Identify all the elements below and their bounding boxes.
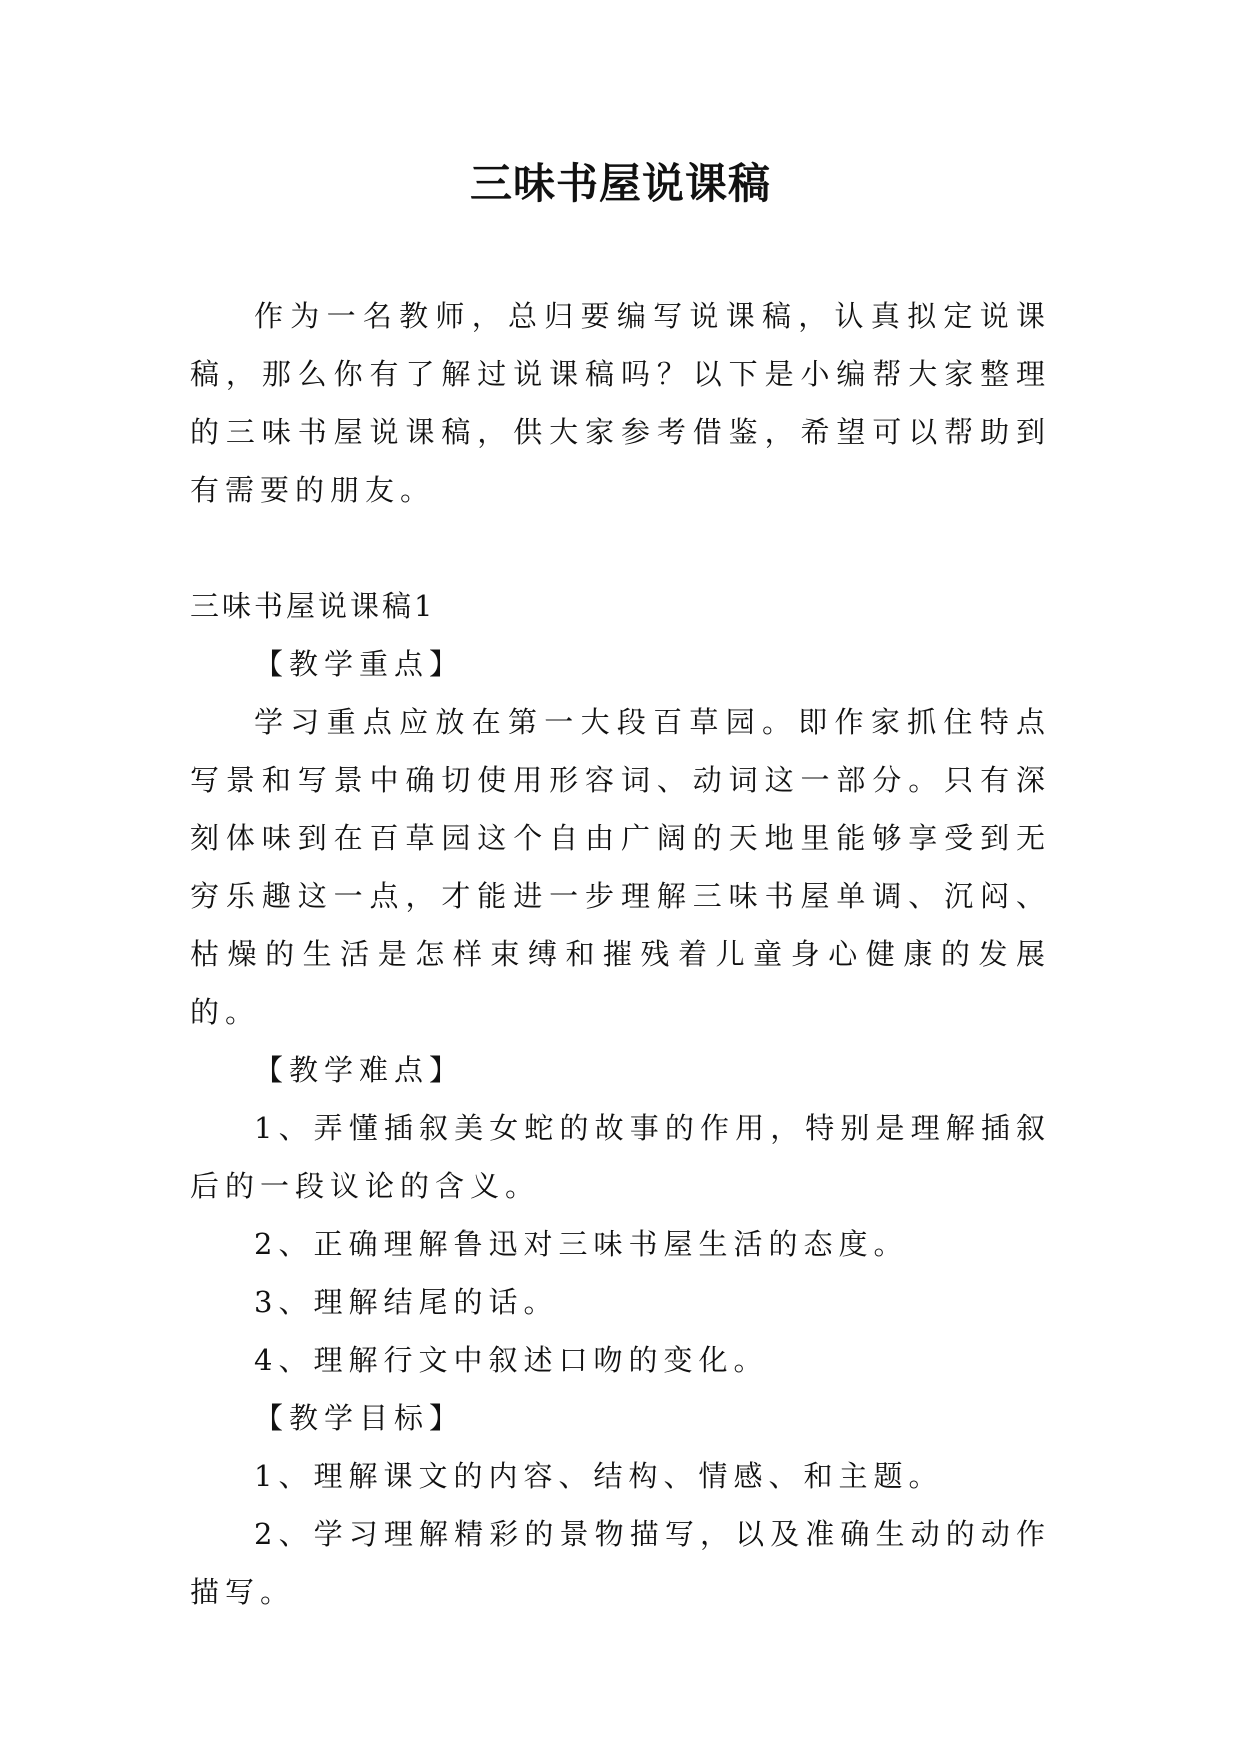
- difficulties-heading: 【教学难点】: [254, 1053, 465, 1087]
- difficulty-item-1: 1、弄懂插叙美女蛇的故事的作用，特别是理解插叙后的一段议论的含义。: [190, 1111, 1051, 1203]
- objective-item-2: 2、学习理解精彩的景物描写，以及准确生动的动作描写。: [190, 1517, 1051, 1609]
- key-points-text: 学习重点应放在第一大段百草园。即作家抓住特点写景和写景中确切使用形容词、动词这一部分。只有深刻体味到在百草园这个自由广阔的天地里能够享受到无穷乐趣这一点，才能进一步理解三味书屋单调、沉闷、枯燥的生活是怎样束缚和摧残着儿童身心健康的发展的。: [190, 705, 1051, 1029]
- paragraph-gap: [190, 519, 1051, 577]
- document-body: [190, 287, 1051, 1621]
- difficulty-item-4: 4、理解行文中叙述口吻的变化。: [254, 1343, 769, 1377]
- document-title: 三味书屋说课稿: [469, 159, 771, 208]
- key-points-heading: 【教学重点】: [254, 647, 465, 681]
- objectives-heading: 【教学目标】: [254, 1401, 465, 1435]
- difficulty-item-3: 3、理解结尾的话。: [254, 1285, 559, 1319]
- objective-item-1: 1、理解课文的内容、结构、情感、和主题。: [254, 1459, 944, 1493]
- intro-paragraph: 作为一名教师，总归要编写说课稿，认真拟定说课稿，那么你有了解过说课稿吗？以下是小编帮大家整理的三味书屋说课稿，供大家参考借鉴，希望可以帮助到有需要的朋友。: [190, 299, 1051, 507]
- section-heading: 三味书屋说课稿1: [190, 589, 436, 623]
- difficulty-item-2: 2、正确理解鲁迅对三味书屋生活的态度。: [254, 1227, 909, 1261]
